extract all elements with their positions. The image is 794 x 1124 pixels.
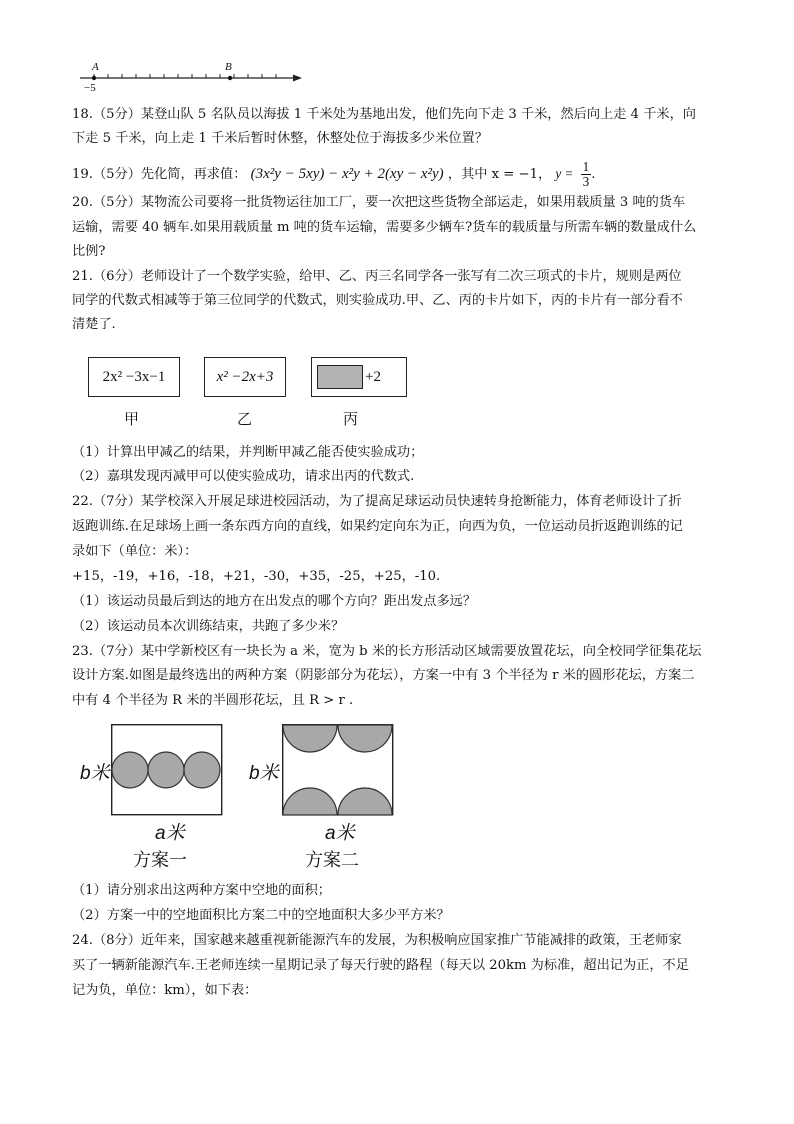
- q20-line3: 比例?: [72, 244, 106, 259]
- plan-two-b-label: b米: [249, 763, 279, 784]
- q22-data: +15，-19，+16，-18，+21，-30，+35，-25，+25，-10.: [72, 569, 441, 584]
- plan-two-caption: 方案二: [305, 850, 359, 871]
- plan-one-a-label: a米: [155, 823, 185, 844]
- card-yi-expr: x² −2x+3: [216, 368, 274, 385]
- q19-fraction: [581, 160, 592, 189]
- q24-line1: 24.（8分）近年来，国家越来越重视新能源汽车的发展，为积极响应国家推广节能减排的政策，王老师家: [72, 933, 682, 948]
- number-line: [74, 62, 314, 92]
- q20-line1: 20.（5分）某物流公司要将一批货物运往加工厂，要一次把这些货物全部运走，如果用载质量 3 吨的货车: [72, 195, 686, 210]
- q19-condition: ，其中 x = −1，: [447, 167, 552, 182]
- q22-sub1: （1）该运动员最后到达的地方在出发点的哪个方向？距出发点多远？: [72, 594, 477, 609]
- q19-prefix: 19.（5分）先化简，再求值：: [72, 167, 247, 182]
- card-bing: [311, 357, 407, 397]
- q22-line2: 返跑训练.在足球场上画一条东西方向的直线，如果约定向东为正，向西为负，一位运动员折返跑训练的记: [72, 519, 683, 534]
- q24-line3: 记为负，单位：km），如下表：: [72, 983, 258, 998]
- plan-two-a-label: a米: [325, 823, 355, 844]
- point-a: [92, 76, 96, 80]
- q19-frac-den: 3: [582, 174, 590, 189]
- card-jia-expr: 2x² −3x−1: [102, 368, 166, 385]
- q19-frac-num: 1: [582, 159, 590, 174]
- q23-line3: 中有 4 个半径为 R 米的半圆形花坛，且 R > r .: [72, 693, 354, 708]
- label-b: B: [225, 61, 232, 73]
- q23-line2: 设计方案.如图是最终选出的两种方案（阴影部分为花坛），方案一中有 3 个半径为 r 米的圆形花坛，方案二: [72, 668, 695, 683]
- q18-line1: 18.（5分）某登山队 5 名队员以海拔 1 千米处为基地出发，他们先向下走 3 千米，然后向上走 4 千米，向: [72, 107, 696, 122]
- q24-line2: 买了一辆新能源汽车.王老师连续一星期记录了每天行驶的路程（每天以 20km 为标准，超出记为正，不足: [72, 958, 689, 973]
- card-bing-expr: +2: [365, 368, 381, 385]
- q18-line2: 下走 5 千米，向上走 1 千米后暂时休整，休整处位于海拔多少米位置？: [72, 131, 488, 146]
- q21-sub1: （1）计算出甲减乙的结果，并判断甲减乙能否使实验成功；: [72, 445, 424, 460]
- label-bing: 丙: [343, 410, 359, 428]
- label-yi: 乙: [237, 410, 253, 428]
- card-yi: [204, 357, 286, 397]
- q20-line2: 运输，需要 40 辆车.如果用载质量 m 吨的货车运输，需要多少辆车?货车的载质量与所需车辆的数量成什么: [72, 220, 697, 235]
- q21-sub2: （2）嘉琪发现丙减甲可以使实验成功，请求出丙的代数式.: [72, 469, 415, 484]
- q22-line1: 22.（7分）某学校深入开展足球进校园活动，为了提高足球运动员快速转身抢断能力，体育老师设计了折: [72, 494, 682, 509]
- q23-sub1: （1）请分别求出这两种方案中空地的面积；: [72, 883, 331, 898]
- q23-line1: 23.（7分）某中学新校区有一块长为 a 米，宽为 b 米的长方形活动区域需要放置花坛，向全校同学征集花坛: [72, 644, 702, 659]
- label-minus5: −5: [84, 82, 96, 94]
- label-a: A: [92, 61, 99, 73]
- q19-y-eq: y =: [555, 166, 574, 181]
- plan-one-caption: 方案一: [133, 850, 187, 871]
- q21-line2: 同学的代数式相减等于第三位同学的代数式，则实验成功.甲、乙、丙的卡片如下，丙的卡片有一部分看不: [72, 293, 683, 308]
- label-jia: 甲: [124, 410, 140, 428]
- q21-line1: 21.（6分）老师设计了一个数学实验，给甲、乙、丙三名同学各一张写有二次三项式的卡片，规则是两位: [72, 269, 682, 284]
- q22-line3: 录如下（单位：米）：: [72, 544, 198, 559]
- q19-end: .: [591, 167, 596, 182]
- card-jia: [88, 357, 180, 397]
- plan-one-b-label: b米: [80, 763, 110, 784]
- card-bing-hidden-box: [317, 365, 363, 389]
- q22-sub2: （2）该运动员本次训练结束，共跑了多少米？: [72, 619, 345, 634]
- q23-sub2: （2）方案一中的空地面积比方案二中的空地面积大多少平方米？: [72, 908, 450, 923]
- plan-one-diagram: [111, 724, 223, 816]
- q21-line3: 清楚了.: [72, 317, 116, 332]
- point-b: [228, 76, 232, 80]
- plan-two-diagram: [282, 724, 394, 816]
- q19-expression: (3x²y − 5xy) − x²y + 2(xy − x²y): [250, 166, 444, 182]
- q19-line: [72, 160, 722, 189]
